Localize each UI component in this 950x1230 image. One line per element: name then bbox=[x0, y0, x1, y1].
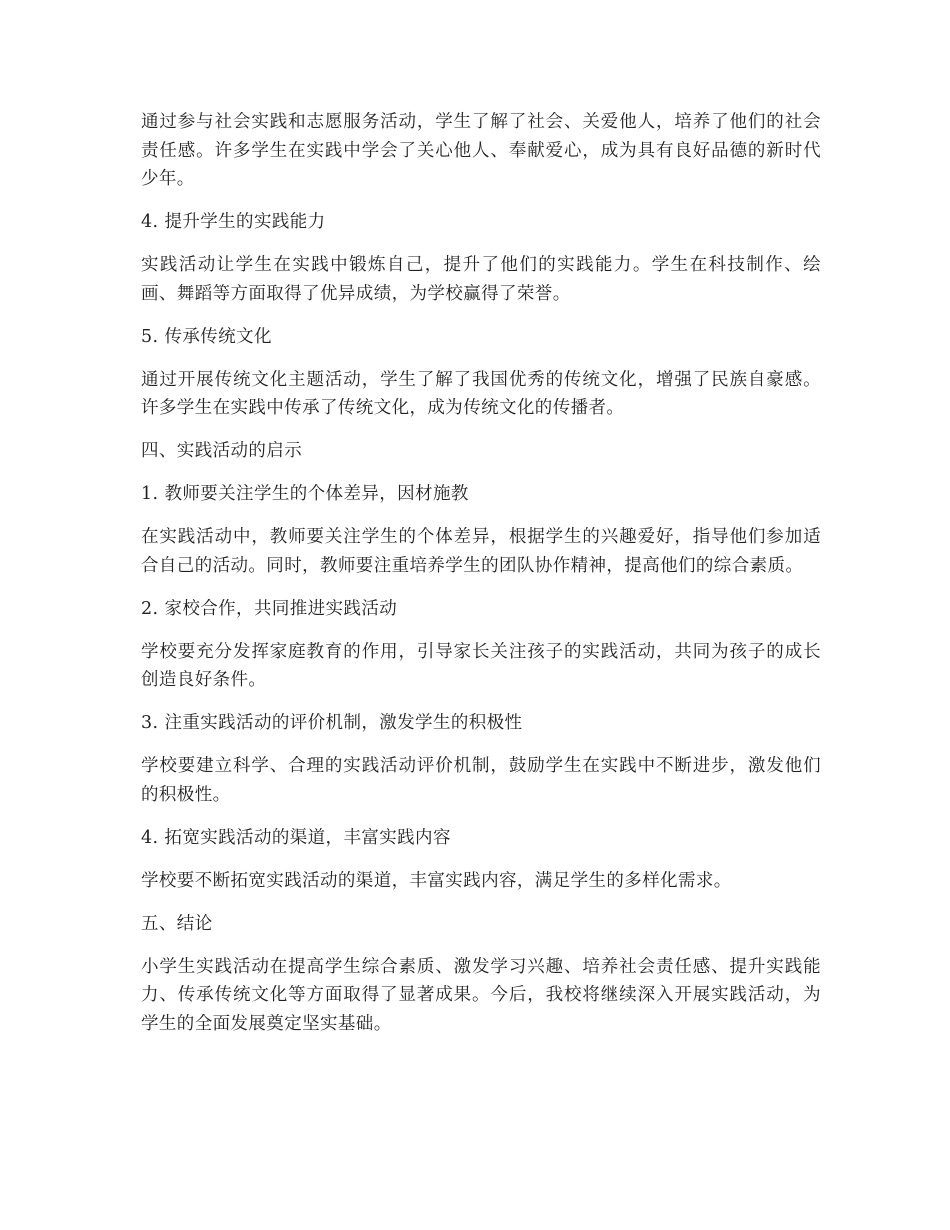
heading-home-school-cooperation: 2. 家校合作，共同推进实践活动 bbox=[141, 598, 398, 619]
heading-traditional-culture: 5. 传承传统文化 bbox=[141, 326, 272, 347]
section-heading-conclusion: 五、结论 bbox=[141, 913, 213, 934]
paragraph-traditional-culture: 通过开展传统文化主题活动，学生了解了我国优秀的传统文化，增强了民族自豪感。许多学生在实践中传承了传统文化，成为传统文化的传播者。 bbox=[141, 369, 821, 418]
paragraph-social-responsibility: 通过参与社会实践和志愿服务活动，学生了解了社会、关爱他人，培养了他们的社会责任感。许多学生在实践中学会了关心他人、奉献爱心，成为具有良好品德的新时代少年。 bbox=[141, 112, 821, 189]
paragraph-practical-ability: 实践活动让学生在实践中锻炼自己，提升了他们的实践能力。学生在科技制作、绘画、舞蹈等方面取得了优异成绩，为学校赢得了荣誉。 bbox=[141, 255, 821, 304]
heading-practical-ability: 4. 提升学生的实践能力 bbox=[141, 212, 326, 232]
paragraph-evaluation-mechanism: 学校要建立科学、合理的实践活动评价机制，鼓励学生在实践中不断进步，激发他们的积极性。 bbox=[141, 756, 821, 805]
paragraph-broaden-channels: 学校要不断拓宽实践活动的渠道，丰富实践内容，满足学生的多样化需求。 bbox=[141, 870, 732, 891]
heading-broaden-channels: 4. 拓宽实践活动的渠道，丰富实践内容 bbox=[141, 827, 451, 848]
heading-evaluation-mechanism: 3. 注重实践活动的评价机制，激发学生的积极性 bbox=[141, 713, 523, 733]
paragraph-individual-differences: 在实践活动中，教师要关注学生的个体差异，根据学生的兴趣爱好，指导他们参加适合自己的活动。同时，教师要注重培养学生的团队协作精神，提高他们的综合素质。 bbox=[141, 527, 821, 576]
paragraph-home-school-cooperation: 学校要充分发挥家庭教育的作用，引导家长关注孩子的实践活动，共同为孩子的成长创造良好条件。 bbox=[141, 641, 821, 690]
section-heading-insights: 四、实践活动的启示 bbox=[141, 441, 303, 461]
heading-individual-differences: 1. 教师要关注学生的个体差异，因材施教 bbox=[141, 484, 469, 504]
document-page bbox=[141, 108, 821, 1053]
paragraph-conclusion: 小学生实践活动在提高学生综合素质、激发学习兴趣、培养社会责任感、提升实践能力、传承传统文化等方面取得了显著成果。今后，我校将继续深入开展实践活动，为学生的全面发展奠定坚实基础。 bbox=[141, 956, 821, 1034]
